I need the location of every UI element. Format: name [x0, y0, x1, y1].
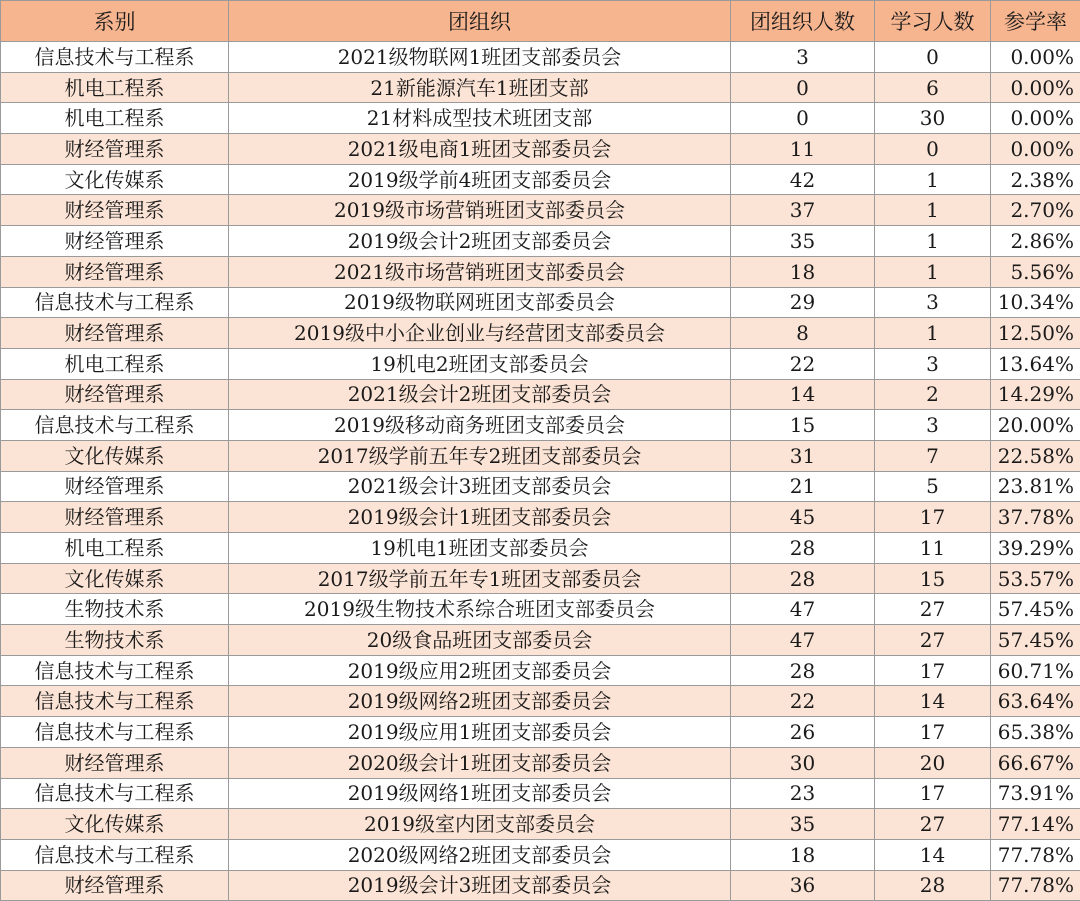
header-row	[1, 1, 1080, 42]
table-row	[1, 502, 1080, 533]
table-row	[1, 594, 1080, 625]
cell-participation-rate: 77.78%	[991, 870, 1080, 901]
cell-learner-count: 1	[875, 164, 991, 195]
cell-organization: 2019级移动商务班团支部委员会	[229, 410, 731, 441]
cell-member-count: 36	[731, 870, 875, 901]
cell-learner-count: 7	[875, 440, 991, 471]
cell-participation-rate: 2.86%	[991, 226, 1080, 257]
cell-member-count: 42	[731, 164, 875, 195]
cell-member-count: 21	[731, 471, 875, 502]
cell-organization: 2019级中小企业创业与经营团支部委员会	[229, 318, 731, 349]
cell-learner-count: 17	[875, 655, 991, 686]
cell-participation-rate: 66.67%	[991, 747, 1080, 778]
cell-department: 财经管理系	[1, 195, 229, 226]
cell-participation-rate: 37.78%	[991, 502, 1080, 533]
cell-department: 财经管理系	[1, 226, 229, 257]
cell-member-count: 35	[731, 226, 875, 257]
cell-department: 信息技术与工程系	[1, 287, 229, 318]
cell-learner-count: 3	[875, 348, 991, 379]
cell-department: 信息技术与工程系	[1, 778, 229, 809]
cell-learner-count: 1	[875, 318, 991, 349]
table-row	[1, 778, 1080, 809]
cell-learner-count: 3	[875, 410, 991, 441]
table-row	[1, 471, 1080, 502]
table-row	[1, 563, 1080, 594]
table-row	[1, 103, 1080, 134]
cell-department: 财经管理系	[1, 870, 229, 901]
cell-participation-rate: 73.91%	[991, 778, 1080, 809]
cell-organization: 2019级应用2班团支部委员会	[229, 655, 731, 686]
cell-organization: 2021级电商1班团支部委员会	[229, 134, 731, 165]
cell-department: 生物技术系	[1, 625, 229, 656]
cell-member-count: 0	[731, 103, 875, 134]
cell-learner-count: 27	[875, 594, 991, 625]
cell-organization: 2021级会计2班团支部委员会	[229, 379, 731, 410]
cell-learner-count: 0	[875, 42, 991, 73]
cell-participation-rate: 57.45%	[991, 594, 1080, 625]
table-row	[1, 839, 1080, 870]
cell-organization: 19机电2班团支部委员会	[229, 348, 731, 379]
cell-department: 信息技术与工程系	[1, 655, 229, 686]
cell-member-count: 45	[731, 502, 875, 533]
cell-department: 生物技术系	[1, 594, 229, 625]
cell-participation-rate: 2.70%	[991, 195, 1080, 226]
cell-member-count: 14	[731, 379, 875, 410]
header-department: 系别	[1, 1, 229, 42]
cell-learner-count: 14	[875, 686, 991, 717]
cell-organization: 2019级会计3班团支部委员会	[229, 870, 731, 901]
cell-learner-count: 1	[875, 195, 991, 226]
table-row	[1, 226, 1080, 257]
cell-department: 财经管理系	[1, 379, 229, 410]
cell-participation-rate: 39.29%	[991, 533, 1080, 564]
cell-organization: 2019级室内团支部委员会	[229, 809, 731, 840]
cell-participation-rate: 20.00%	[991, 410, 1080, 441]
cell-organization: 2019级会计1班团支部委员会	[229, 502, 731, 533]
cell-participation-rate: 2.38%	[991, 164, 1080, 195]
cell-department: 财经管理系	[1, 256, 229, 287]
cell-member-count: 30	[731, 747, 875, 778]
cell-department: 机电工程系	[1, 103, 229, 134]
cell-participation-rate: 22.58%	[991, 440, 1080, 471]
cell-learner-count: 30	[875, 103, 991, 134]
cell-organization: 2019级生物技术系综合班团支部委员会	[229, 594, 731, 625]
cell-member-count: 28	[731, 563, 875, 594]
table-row	[1, 379, 1080, 410]
cell-organization: 21材料成型技术班团支部	[229, 103, 731, 134]
cell-organization: 2019级网络1班团支部委员会	[229, 778, 731, 809]
cell-department: 文化传媒系	[1, 563, 229, 594]
table-row	[1, 410, 1080, 441]
cell-learner-count: 28	[875, 870, 991, 901]
cell-organization: 2021级会计3班团支部委员会	[229, 471, 731, 502]
cell-department: 财经管理系	[1, 747, 229, 778]
cell-participation-rate: 5.56%	[991, 256, 1080, 287]
cell-participation-rate: 14.29%	[991, 379, 1080, 410]
cell-member-count: 28	[731, 533, 875, 564]
cell-organization: 21新能源汽车1班团支部	[229, 72, 731, 103]
cell-department: 财经管理系	[1, 471, 229, 502]
table-row	[1, 655, 1080, 686]
cell-participation-rate: 10.34%	[991, 287, 1080, 318]
cell-organization: 2019级会计2班团支部委员会	[229, 226, 731, 257]
header-participation-rate: 参学率	[991, 1, 1080, 42]
cell-participation-rate: 0.00%	[991, 134, 1080, 165]
table-row	[1, 625, 1080, 656]
cell-member-count: 28	[731, 655, 875, 686]
cell-organization: 2019级应用1班团支部委员会	[229, 717, 731, 748]
table-row	[1, 287, 1080, 318]
cell-participation-rate: 12.50%	[991, 318, 1080, 349]
cell-member-count: 11	[731, 134, 875, 165]
cell-member-count: 31	[731, 440, 875, 471]
cell-member-count: 22	[731, 686, 875, 717]
cell-department: 机电工程系	[1, 72, 229, 103]
cell-department: 信息技术与工程系	[1, 717, 229, 748]
cell-member-count: 35	[731, 809, 875, 840]
table-row	[1, 195, 1080, 226]
cell-organization: 2017级学前五年专2班团支部委员会	[229, 440, 731, 471]
table-row	[1, 42, 1080, 73]
cell-learner-count: 1	[875, 226, 991, 257]
cell-member-count: 47	[731, 594, 875, 625]
table-row	[1, 747, 1080, 778]
cell-member-count: 15	[731, 410, 875, 441]
header-organization: 团组织	[229, 1, 731, 42]
cell-learner-count: 5	[875, 471, 991, 502]
cell-participation-rate: 77.14%	[991, 809, 1080, 840]
cell-organization: 2021级市场营销班团支部委员会	[229, 256, 731, 287]
cell-department: 财经管理系	[1, 318, 229, 349]
table-row	[1, 318, 1080, 349]
cell-participation-rate: 65.38%	[991, 717, 1080, 748]
cell-learner-count: 1	[875, 256, 991, 287]
cell-learner-count: 11	[875, 533, 991, 564]
cell-department: 文化传媒系	[1, 440, 229, 471]
header-member-count: 团组织人数	[731, 1, 875, 42]
table-row	[1, 348, 1080, 379]
cell-department: 财经管理系	[1, 134, 229, 165]
table-row	[1, 72, 1080, 103]
cell-participation-rate: 53.57%	[991, 563, 1080, 594]
cell-participation-rate: 0.00%	[991, 42, 1080, 73]
cell-organization: 2021级物联网1班团支部委员会	[229, 42, 731, 73]
cell-department: 信息技术与工程系	[1, 839, 229, 870]
cell-learner-count: 14	[875, 839, 991, 870]
cell-participation-rate: 63.64%	[991, 686, 1080, 717]
cell-organization: 2019级网络2班团支部委员会	[229, 686, 731, 717]
cell-learner-count: 0	[875, 134, 991, 165]
table-row	[1, 870, 1080, 901]
cell-department: 信息技术与工程系	[1, 42, 229, 73]
cell-organization: 2020级网络2班团支部委员会	[229, 839, 731, 870]
cell-department: 文化传媒系	[1, 809, 229, 840]
table-row	[1, 533, 1080, 564]
cell-organization: 2019级学前4班团支部委员会	[229, 164, 731, 195]
cell-participation-rate: 60.71%	[991, 655, 1080, 686]
cell-member-count: 37	[731, 195, 875, 226]
cell-participation-rate: 23.81%	[991, 471, 1080, 502]
cell-organization: 2019级市场营销班团支部委员会	[229, 195, 731, 226]
cell-member-count: 18	[731, 839, 875, 870]
cell-member-count: 29	[731, 287, 875, 318]
cell-participation-rate: 57.45%	[991, 625, 1080, 656]
table-body	[1, 42, 1080, 901]
cell-member-count: 22	[731, 348, 875, 379]
cell-member-count: 0	[731, 72, 875, 103]
cell-participation-rate: 0.00%	[991, 72, 1080, 103]
cell-department: 文化传媒系	[1, 164, 229, 195]
cell-member-count: 3	[731, 42, 875, 73]
cell-member-count: 26	[731, 717, 875, 748]
cell-learner-count: 17	[875, 778, 991, 809]
cell-member-count: 47	[731, 625, 875, 656]
table-row	[1, 256, 1080, 287]
cell-department: 信息技术与工程系	[1, 686, 229, 717]
table-row	[1, 809, 1080, 840]
table-row	[1, 134, 1080, 165]
cell-participation-rate: 0.00%	[991, 103, 1080, 134]
cell-learner-count: 27	[875, 809, 991, 840]
table-row	[1, 440, 1080, 471]
cell-learner-count: 27	[875, 625, 991, 656]
cell-participation-rate: 13.64%	[991, 348, 1080, 379]
cell-organization: 19机电1班团支部委员会	[229, 533, 731, 564]
cell-organization: 2020级会计1班团支部委员会	[229, 747, 731, 778]
cell-participation-rate: 77.78%	[991, 839, 1080, 870]
cell-learner-count: 2	[875, 379, 991, 410]
cell-learner-count: 6	[875, 72, 991, 103]
table-row	[1, 164, 1080, 195]
header-learner-count: 学习人数	[875, 1, 991, 42]
cell-member-count: 23	[731, 778, 875, 809]
cell-learner-count: 20	[875, 747, 991, 778]
cell-learner-count: 17	[875, 717, 991, 748]
table-row	[1, 717, 1080, 748]
cell-member-count: 8	[731, 318, 875, 349]
cell-department: 机电工程系	[1, 533, 229, 564]
cell-organization: 20级食品班团支部委员会	[229, 625, 731, 656]
cell-department: 机电工程系	[1, 348, 229, 379]
cell-organization: 2019级物联网班团支部委员会	[229, 287, 731, 318]
cell-learner-count: 17	[875, 502, 991, 533]
cell-department: 财经管理系	[1, 502, 229, 533]
table-header	[1, 1, 1080, 42]
cell-learner-count: 15	[875, 563, 991, 594]
cell-member-count: 18	[731, 256, 875, 287]
table-row	[1, 686, 1080, 717]
cell-learner-count: 3	[875, 287, 991, 318]
cell-organization: 2017级学前五年专1班团支部委员会	[229, 563, 731, 594]
cell-department: 信息技术与工程系	[1, 410, 229, 441]
